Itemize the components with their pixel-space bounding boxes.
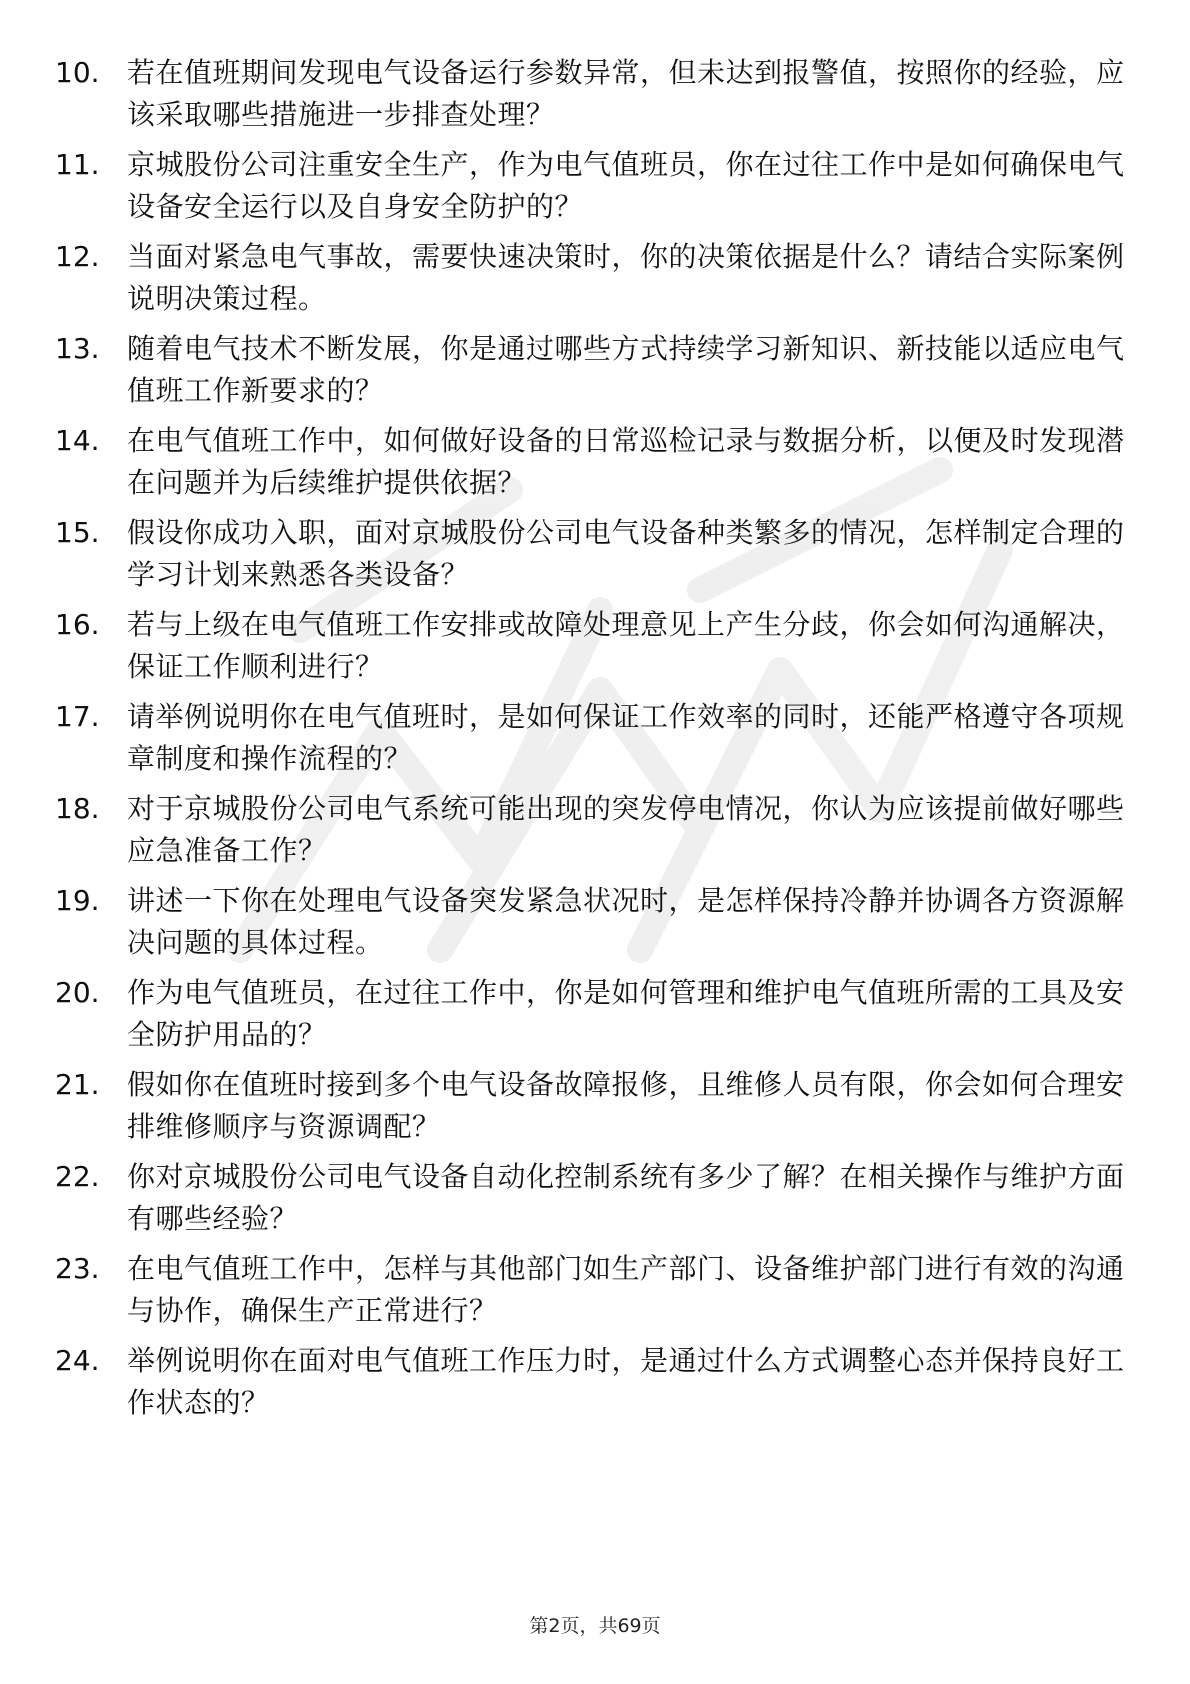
question-number: 13.	[55, 332, 100, 365]
question-text: 京城股份公司注重安全生产，作为电气值班员，你在过往工作中是如何确保电气设备安全运行以及自身安全防护的？	[127, 148, 1125, 223]
question-item-15	[55, 512, 1135, 604]
question-number: 16.	[55, 608, 100, 641]
question-item-16	[55, 604, 1135, 696]
question-number: 18.	[55, 792, 100, 825]
question-text: 若与上级在电气值班工作安排或故障处理意见上产生分歧，你会如何沟通解决，保证工作顺利进行？	[127, 608, 1125, 683]
question-item-18	[55, 788, 1135, 880]
question-number: 10.	[55, 56, 100, 89]
question-item-20	[55, 972, 1135, 1064]
question-item-21	[55, 1064, 1135, 1156]
question-number: 15.	[55, 516, 100, 549]
question-item-13	[55, 328, 1135, 420]
question-text: 你对京城股份公司电气设备自动化控制系统有多少了解？在相关操作与维护方面有哪些经验？	[127, 1160, 1125, 1235]
question-item-14	[55, 420, 1135, 512]
question-item-24	[55, 1340, 1135, 1432]
question-number: 11.	[55, 148, 100, 181]
question-list	[55, 52, 1135, 1432]
question-text: 若在值班期间发现电气设备运行参数异常，但未达到报警值，按照你的经验，应该采取哪些措施进一步排查处理？	[127, 56, 1125, 131]
question-text: 假如你在值班时接到多个电气设备故障报修，且维修人员有限，你会如何合理安排维修顺序与资源调配？	[127, 1068, 1125, 1143]
question-text: 在电气值班工作中，怎样与其他部门如生产部门、设备维护部门进行有效的沟通与协作，确保生产正常进行？	[127, 1252, 1125, 1327]
question-item-10	[55, 52, 1135, 144]
question-item-17	[55, 696, 1135, 788]
question-text: 举例说明你在面对电气值班工作压力时，是通过什么方式调整心态并保持良好工作状态的？	[127, 1344, 1125, 1419]
question-number: 20.	[55, 976, 100, 1009]
question-number: 12.	[55, 240, 100, 273]
question-number: 17.	[55, 700, 100, 733]
question-number: 14.	[55, 424, 100, 457]
question-text: 讲述一下你在处理电气设备突发紧急状况时，是怎样保持冷静并协调各方资源解决问题的具体过程。	[127, 884, 1125, 959]
question-number: 19.	[55, 884, 100, 917]
question-number: 22.	[55, 1160, 100, 1193]
question-text: 对于京城股份公司电气系统可能出现的突发停电情况，你认为应该提前做好哪些应急准备工作？	[127, 792, 1125, 867]
question-text: 当面对紧急电气事故，需要快速决策时，你的决策依据是什么？请结合实际案例说明决策过程。	[127, 240, 1125, 315]
question-number: 24.	[55, 1344, 100, 1377]
question-text: 随着电气技术不断发展，你是通过哪些方式持续学习新知识、新技能以适应电气值班工作新要求的？	[127, 332, 1125, 407]
question-text: 假设你成功入职，面对京城股份公司电气设备种类繁多的情况，怎样制定合理的学习计划来熟悉各类设备？	[127, 516, 1125, 591]
question-item-23	[55, 1248, 1135, 1340]
question-text: 在电气值班工作中，如何做好设备的日常巡检记录与数据分析，以便及时发现潜在问题并为后续维护提供依据？	[127, 424, 1125, 499]
question-text: 作为电气值班员，在过往工作中，你是如何管理和维护电气值班所需的工具及安全防护用品的？	[127, 976, 1125, 1051]
question-item-19	[55, 880, 1135, 972]
page-number: 第2页，共69页	[529, 1615, 661, 1637]
question-item-11	[55, 144, 1135, 236]
question-number: 21.	[55, 1068, 100, 1101]
question-item-22	[55, 1156, 1135, 1248]
question-number: 23.	[55, 1252, 100, 1285]
question-item-12	[55, 236, 1135, 328]
question-text: 请举例说明你在电气值班时，是如何保证工作效率的同时，还能严格遵守各项规章制度和操作流程的？	[127, 700, 1125, 775]
